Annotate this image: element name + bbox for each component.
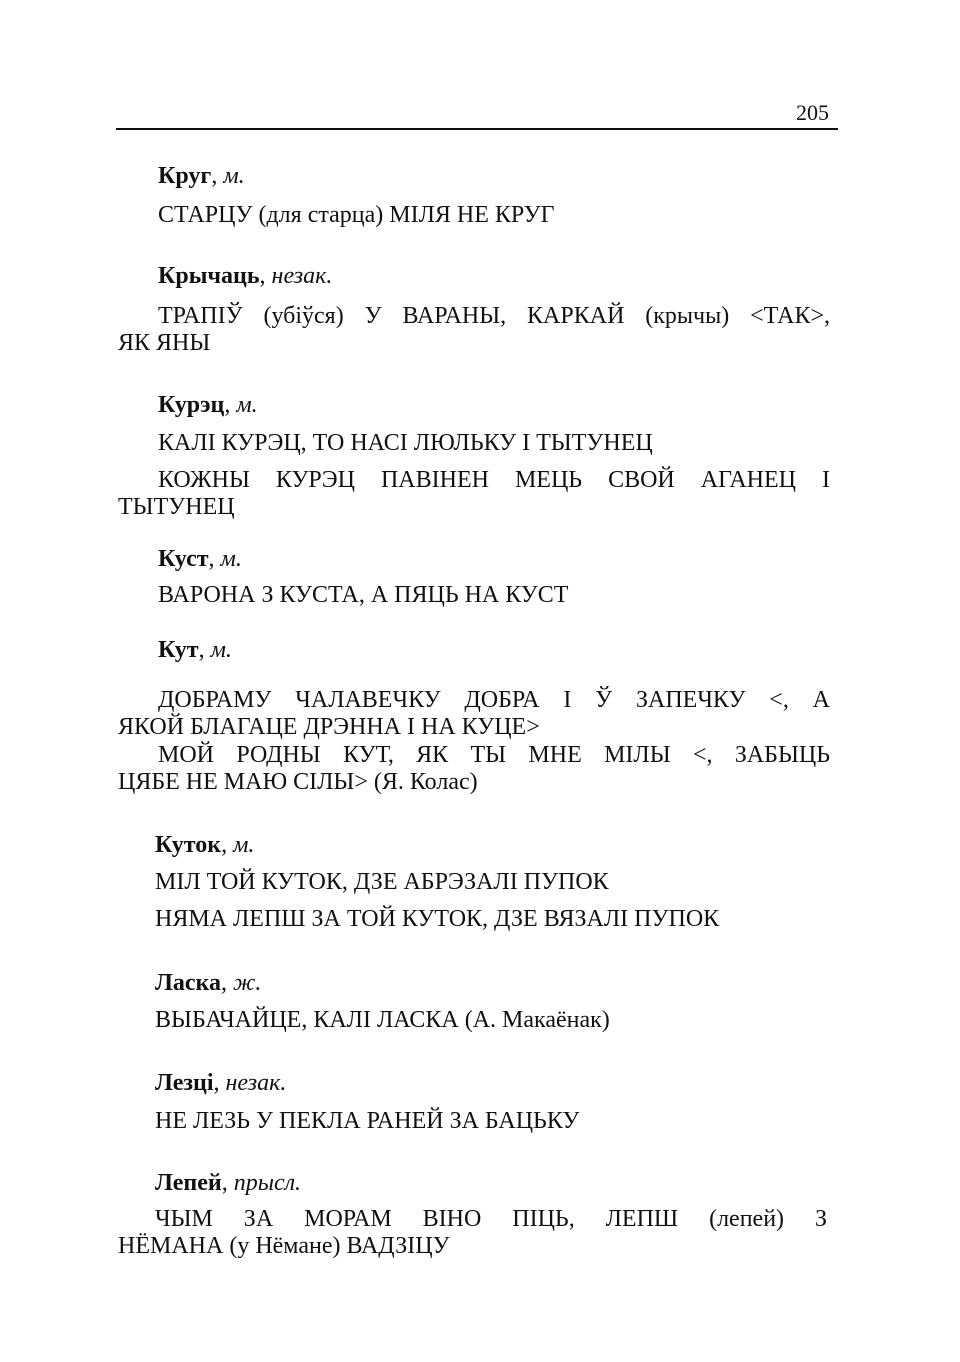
proverb-line: ЦЯБЕ НЕ МАЮ СІЛЫ> (Я. Колас)	[118, 769, 478, 795]
proverb-line: ВАРОНА З КУСТА, А ПЯЦЬ НА КУСТ	[158, 582, 569, 608]
proverb-line: ТЫТУНЕЦ	[118, 494, 235, 520]
part-of-speech: прысл.	[233, 1170, 302, 1196]
headword: Крычаць	[158, 263, 260, 289]
headword-entry: Лезці, незак.	[155, 1070, 287, 1096]
headword-entry: Кут, м.	[158, 637, 232, 663]
part-of-speech: ж.	[233, 970, 262, 996]
proverb-line: СТАРЦУ (для старца) МІЛЯ НЕ КРУГ	[158, 202, 555, 228]
proverb-line: ЧЫМ ЗА МОРАМ ВІНО ПІЦЬ, ЛЕПШ (лепей) З	[155, 1206, 827, 1232]
headword-entry: Круг, м.	[158, 163, 245, 189]
part-of-speech: незак.	[271, 263, 333, 289]
headword: Лепей	[155, 1170, 222, 1196]
proverb-line: НЁМАНА (у Нёмане) ВАДЗІЦУ	[118, 1233, 450, 1259]
part-of-speech: м.	[223, 163, 245, 189]
part-of-speech: м.	[236, 392, 258, 418]
page-number: 205	[796, 100, 829, 125]
headword-entry: Крычаць, незак.	[158, 263, 333, 289]
proverb-line: КАЛІ КУРЭЦ, ТО НАСІ ЛЮЛЬКУ І ТЫТУНЕЦ	[158, 430, 653, 456]
headword: Курэц	[158, 392, 225, 418]
proverb-line: ЯКОЙ БЛАГАЦЕ ДРЭННА І НА КУЦЕ>	[118, 714, 540, 740]
headword: Куст	[158, 546, 209, 572]
proverb-line: МОЙ РОДНЫ КУТ, ЯК ТЫ МНЕ МІЛЫ <, ЗАБЫЦЬ	[158, 742, 830, 768]
headword-entry: Куст, м.	[158, 546, 242, 572]
proverb-line: МІЛ ТОЙ КУТОК, ДЗЕ АБРЭЗАЛІ ПУПОК	[155, 869, 609, 895]
headword: Куток	[155, 832, 222, 858]
proverb-line: ДОБРАМУ ЧАЛАВЕЧКУ ДОБРА І Ў ЗАПЕЧКУ <, А	[158, 687, 830, 713]
headword: Круг	[158, 163, 212, 189]
headword: Ласка	[155, 970, 221, 996]
proverb-line: КОЖНЫ КУРЭЦ ПАВІНЕН МЕЦЬ СВОЙ АГАНЕЦ І	[158, 467, 830, 493]
proverb-line: ВЫБАЧАЙЦЕ, КАЛІ ЛАСКА (А. Макаёнак)	[155, 1007, 610, 1033]
headword-entry: Куток, м.	[155, 832, 255, 858]
part-of-speech: м.	[233, 832, 255, 858]
header-rule	[116, 128, 838, 130]
headword: Кут	[158, 637, 199, 663]
proverb-line: НЕ ЛЕЗЬ У ПЕКЛА РАНЕЙ ЗА БАЦЬКУ	[155, 1108, 580, 1134]
part-of-speech: м.	[220, 546, 242, 572]
headword: Лезці	[155, 1070, 214, 1096]
proverb-line: НЯМА ЛЕПШ ЗА ТОЙ КУТОК, ДЗЕ ВЯЗАЛІ ПУПОК	[155, 906, 720, 932]
part-of-speech: м.	[210, 637, 232, 663]
headword-entry: Лепей, прысл.	[155, 1170, 302, 1196]
headword-entry: Ласка, ж.	[155, 970, 262, 996]
proverb-line: ЯК ЯНЫ	[118, 330, 211, 356]
headword-entry: Курэц, м.	[158, 392, 258, 418]
part-of-speech: незак.	[225, 1070, 287, 1096]
proverb-line: ТРАПІЎ (убіўся) У ВАРАНЫ, КАРКАЙ (крычы) <ТАК>,	[158, 303, 830, 329]
